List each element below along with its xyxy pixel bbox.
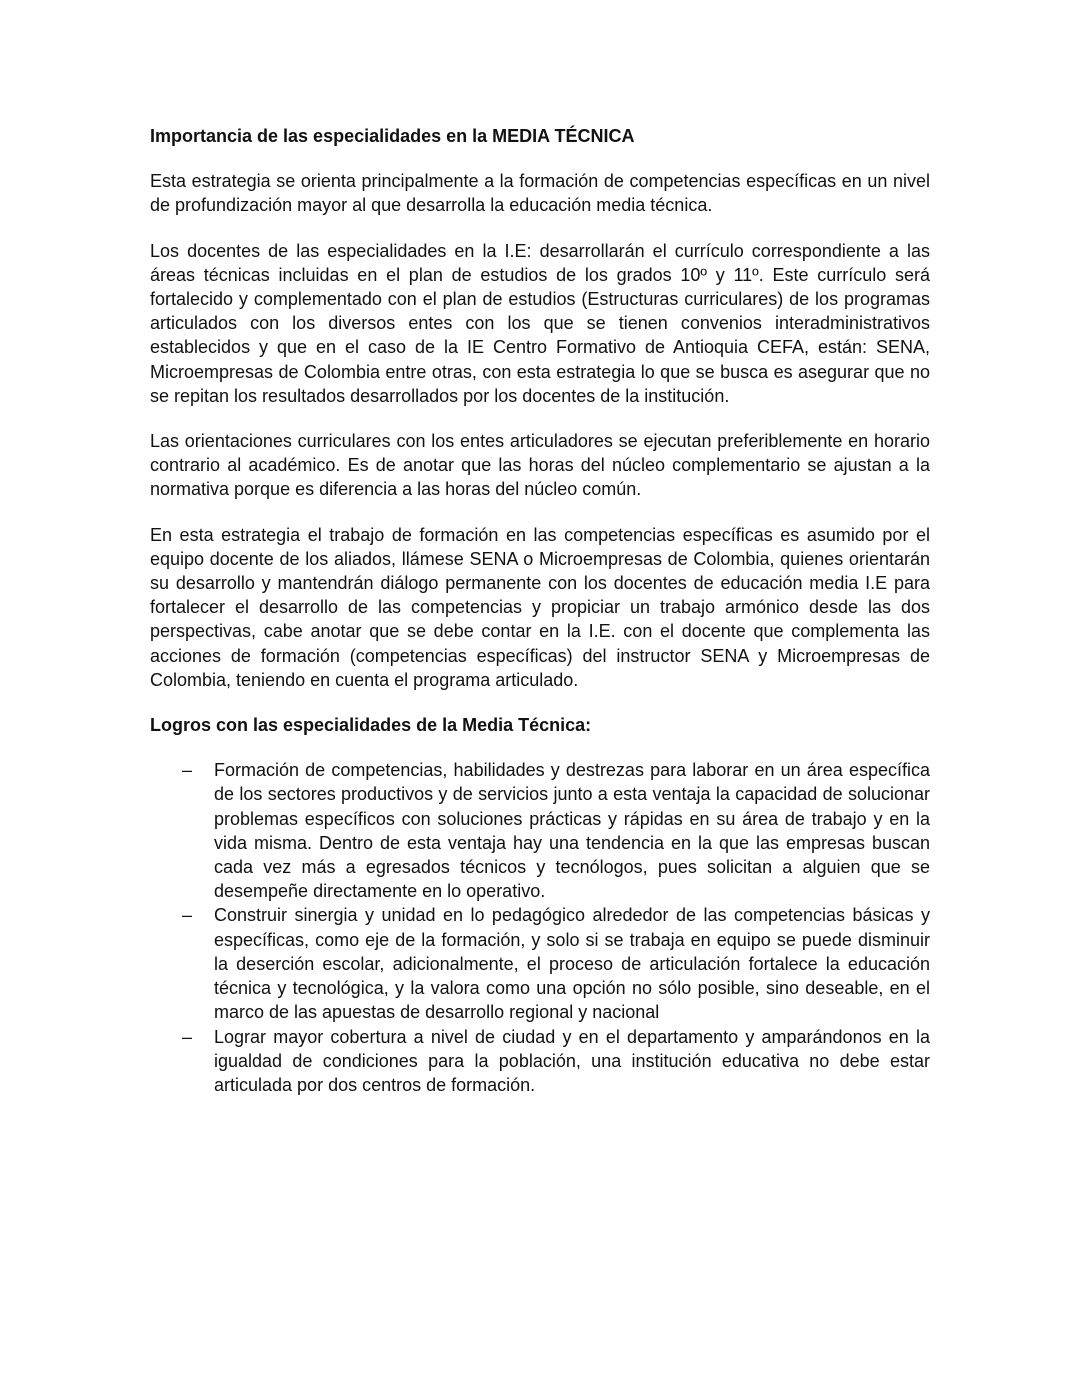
section-heading: Logros con las especialidades de la Media Técnica: bbox=[150, 715, 592, 736]
list-item-text: Lograr mayor cobertura a nivel de ciudad y en el departamento y amparándonos en la igualdad de condiciones para la población, una institución educativa no debe estar articulada por dos centros de formación. bbox=[214, 1026, 930, 1095]
dash-bullet-icon: – bbox=[182, 760, 193, 781]
list-item bbox=[150, 903, 930, 1024]
paragraph: Esta estrategia se orienta principalmente a la formación de competencias específicas en un nivel de profundización mayor al que desarrolla la educación media técnica. bbox=[150, 171, 930, 216]
list-item bbox=[150, 758, 930, 903]
dash-bullet-icon: – bbox=[182, 905, 193, 926]
paragraph: Las orientaciones curriculares con los entes articuladores se ejecutan preferiblemente en horario contrario al académico. Es de anotar que las horas del núcleo complementario se ajustan a la normativa porque es diferencia a las horas del núcleo común. bbox=[150, 431, 930, 500]
paragraph: En esta estrategia el trabajo de formación en las competencias específicas es asumido por el equipo docente de los aliados, llámese SENA o Microempresas de Colombia, quienes orientarán su desarrollo y mantendrán diálogo permanente con los docentes de educación media I.E para fortalecer el desarrollo de las competencias y propiciar un trabajo armónico desde las dos perspectivas, cabe anotar que se debe contar en la I.E. con el docente que complementa las acciones de formación (competencias específicas) del instructor SENA y Microempresas de Colombia, teniendo en cuenta el programa articulado. bbox=[150, 524, 930, 690]
list-item-text: Formación de competencias, habilidades y destrezas para laborar en un área específica de los sectores productivos y de servicios junto a esta ventaja la capacidad de solucionar problemas específicos con soluciones prácticas y rápidas en su área de trabajo y en la vida misma. Dentro de esta ventaja hay una tendencia en la que las empresas buscan cada vez más a egresados técnicos y tecnólogos, pues solicitan a alguien que se desempeñe directamente en lo operativo. bbox=[214, 760, 930, 902]
paragraph: Los docentes de las especialidades en la I.E: desarrollarán el currículo correspondiente a las áreas técnicas incluidas en el plan de estudios de los grados 10º y 11º. Este currículo será fortalecido y complementado con el plan de estudios (Estructuras curriculares) de los programas articulados con los diversos entes con los que se tienen convenios interadministrativos establecidos y que en el caso de la IE Centro Formativo de Antioquia CEFA, están: SENA, Microempresas de Colombia entre otras, con esta estrategia lo que se busca es asegurar que no se repitan los resultados desarrollados por los docentes de la institución. bbox=[150, 240, 930, 406]
dash-bullet-icon: – bbox=[182, 1026, 193, 1047]
document-page bbox=[150, 124, 930, 1097]
achievements-list bbox=[150, 758, 930, 1097]
list-item bbox=[150, 1025, 930, 1098]
document-title: Importancia de las especialidades en la MEDIA TÉCNICA bbox=[150, 126, 635, 146]
list-item-text: Construir sinergia y unidad en lo pedagógico alrededor de las competencias básicas y específicas, como eje de la formación, y solo si se trabaja en equipo se puede disminuir la deserción escolar, adicionalmente, el proceso de articulación fortalece la educación técnica y tecnológica, y la valora como una opción no sólo posible, sino deseable, en el marco de las apuestas de desarrollo regional y nacional bbox=[214, 905, 930, 1023]
